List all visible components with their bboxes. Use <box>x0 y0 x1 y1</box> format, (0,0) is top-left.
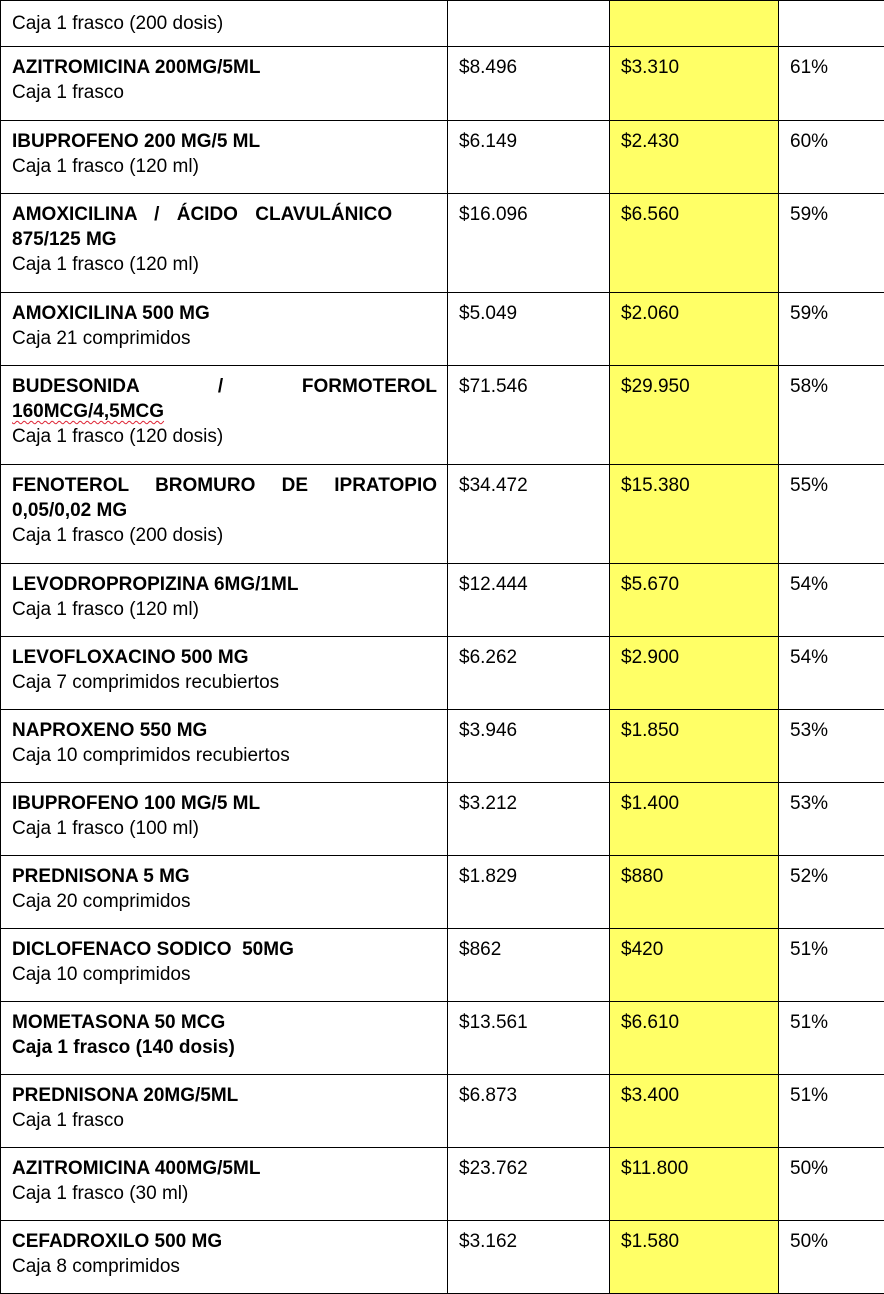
product-name: PREDNISONA 5 MG <box>12 864 437 889</box>
product-presentation: Caja 1 frasco (30 ml) <box>12 1181 437 1206</box>
promo-price-cell <box>610 1 779 47</box>
product-presentation: Caja 1 frasco (200 dosis) <box>12 523 437 548</box>
product-name-line: 875/125 MG <box>12 227 437 252</box>
promo-price-cell: $5.670 <box>610 564 779 637</box>
product-cell <box>1 1148 448 1221</box>
promo-price-cell: $880 <box>610 856 779 929</box>
discount-cell: 53% <box>779 710 884 783</box>
price-cell: $1.829 <box>448 856 610 929</box>
product-cell <box>1 121 448 194</box>
table-row <box>1 929 884 1002</box>
product-presentation: Caja 8 comprimidos <box>12 1254 437 1279</box>
product-presentation: Caja 1 frasco (200 dosis) <box>12 11 437 36</box>
price-cell: $862 <box>448 929 610 1002</box>
promo-price-cell: $1.850 <box>610 710 779 783</box>
table-row <box>1 856 884 929</box>
table-row <box>1 47 884 121</box>
product-name: MOMETASONA 50 MCG <box>12 1010 437 1035</box>
price-cell: $6.149 <box>448 121 610 194</box>
product-name-line: BUDESONIDA / FORMOTEROL <box>12 374 437 399</box>
product-presentation: Caja 10 comprimidos <box>12 962 437 987</box>
promo-price-cell: $1.400 <box>610 783 779 856</box>
discount-cell: 59% <box>779 293 884 366</box>
promo-price-cell: $15.380 <box>610 465 779 564</box>
promo-price-cell: $3.310 <box>610 47 779 121</box>
product-presentation: Caja 1 frasco (140 dosis) <box>12 1035 437 1060</box>
price-cell: $6.873 <box>448 1075 610 1148</box>
product-cell <box>1 929 448 1002</box>
discount-cell: 51% <box>779 1002 884 1075</box>
table-row <box>1 293 884 366</box>
discount-cell: 58% <box>779 366 884 465</box>
discount-cell <box>779 1 884 47</box>
price-cell: $3.212 <box>448 783 610 856</box>
discount-cell: 50% <box>779 1148 884 1221</box>
product-name: IBUPROFENO 200 MG/5 ML <box>12 129 437 154</box>
discount-cell: 54% <box>779 637 884 710</box>
table-row <box>1 1 884 47</box>
product-presentation: Caja 10 comprimidos recubiertos <box>12 743 437 768</box>
product-name: AZITROMICINA 200MG/5ML <box>12 55 437 80</box>
product-presentation: Caja 1 frasco (120 ml) <box>12 597 437 622</box>
table-row <box>1 564 884 637</box>
product-presentation: Caja 1 frasco (120 dosis) <box>12 424 437 449</box>
promo-price-cell: $3.400 <box>610 1075 779 1148</box>
product-name-line: AMOXICILINA / ÁCIDO CLAVULÁNICO <box>12 202 392 227</box>
table-row <box>1 637 884 710</box>
price-cell: $3.162 <box>448 1221 610 1294</box>
product-name: DICLOFENACO SODICO 50MG <box>12 937 437 962</box>
price-cell: $34.472 <box>448 465 610 564</box>
discount-cell: 50% <box>779 1221 884 1294</box>
table-row <box>1 121 884 194</box>
promo-price-cell: $1.580 <box>610 1221 779 1294</box>
product-name: CEFADROXILO 500 MG <box>12 1229 437 1254</box>
product-cell <box>1 465 448 564</box>
product-presentation: Caja 20 comprimidos <box>12 889 437 914</box>
product-cell <box>1 856 448 929</box>
product-cell <box>1 1002 448 1075</box>
price-cell: $71.546 <box>448 366 610 465</box>
product-cell <box>1 1075 448 1148</box>
discount-cell: 54% <box>779 564 884 637</box>
discount-cell: 51% <box>779 929 884 1002</box>
discount-cell: 59% <box>779 194 884 293</box>
promo-price-cell: $11.800 <box>610 1148 779 1221</box>
product-name: AMOXICILINA 500 MG <box>12 301 437 326</box>
product-name <box>12 202 437 227</box>
product-cell <box>1 194 448 293</box>
promo-price-cell: $2.900 <box>610 637 779 710</box>
discount-cell: 51% <box>779 1075 884 1148</box>
promo-price-cell: $29.950 <box>610 366 779 465</box>
product-name: LEVODROPROPIZINA 6MG/1ML <box>12 572 437 597</box>
table-row <box>1 1221 884 1294</box>
product-presentation: Caja 1 frasco (120 ml) <box>12 252 437 277</box>
product-name-line: 160MCG/4,5MCG <box>12 399 164 424</box>
price-cell <box>448 1 610 47</box>
promo-price-cell: $2.060 <box>610 293 779 366</box>
table-row <box>1 366 884 465</box>
product-presentation: Caja 1 frasco (120 ml) <box>12 154 437 179</box>
product-name-line: 0,05/0,02 MG <box>12 498 437 523</box>
product-cell <box>1 783 448 856</box>
product-presentation: Caja 1 frasco <box>12 80 437 105</box>
price-cell: $16.096 <box>448 194 610 293</box>
price-cell: $3.946 <box>448 710 610 783</box>
product-name: PREDNISONA 20MG/5ML <box>12 1083 437 1108</box>
product-cell <box>1 47 448 121</box>
product-cell <box>1 366 448 465</box>
product-cell <box>1 710 448 783</box>
table-row <box>1 465 884 564</box>
discount-cell: 60% <box>779 121 884 194</box>
product-name: LEVOFLOXACINO 500 MG <box>12 645 437 670</box>
promo-price-cell: $420 <box>610 929 779 1002</box>
discount-cell: 55% <box>779 465 884 564</box>
product-name: IBUPROFENO 100 MG/5 ML <box>12 791 437 816</box>
product-presentation: Caja 1 frasco (100 ml) <box>12 816 437 841</box>
price-cell: $12.444 <box>448 564 610 637</box>
product-name: AZITROMICINA 400MG/5ML <box>12 1156 437 1181</box>
product-cell <box>1 293 448 366</box>
product-cell <box>1 1221 448 1294</box>
product-name: NAPROXENO 550 MG <box>12 718 437 743</box>
discount-cell: 61% <box>779 47 884 121</box>
price-cell: $6.262 <box>448 637 610 710</box>
promo-price-cell: $2.430 <box>610 121 779 194</box>
product-cell <box>1 637 448 710</box>
price-cell: $13.561 <box>448 1002 610 1075</box>
table-row <box>1 1148 884 1221</box>
product-cell <box>1 1 448 47</box>
product-presentation: Caja 21 comprimidos <box>12 326 437 351</box>
price-cell: $8.496 <box>448 47 610 121</box>
product-presentation: Caja 1 frasco <box>12 1108 437 1133</box>
table-row <box>1 710 884 783</box>
table-row <box>1 194 884 293</box>
table-row <box>1 1075 884 1148</box>
price-cell: $5.049 <box>448 293 610 366</box>
table-row <box>1 783 884 856</box>
product-name-line: FENOTEROL BROMURO DE IPRATOPIO <box>12 473 437 498</box>
product-presentation: Caja 7 comprimidos recubiertos <box>12 670 437 695</box>
discount-cell: 53% <box>779 783 884 856</box>
price-cell: $23.762 <box>448 1148 610 1221</box>
discount-cell: 52% <box>779 856 884 929</box>
product-cell <box>1 564 448 637</box>
promo-price-cell: $6.610 <box>610 1002 779 1075</box>
promo-price-cell: $6.560 <box>610 194 779 293</box>
table-row <box>1 1002 884 1075</box>
